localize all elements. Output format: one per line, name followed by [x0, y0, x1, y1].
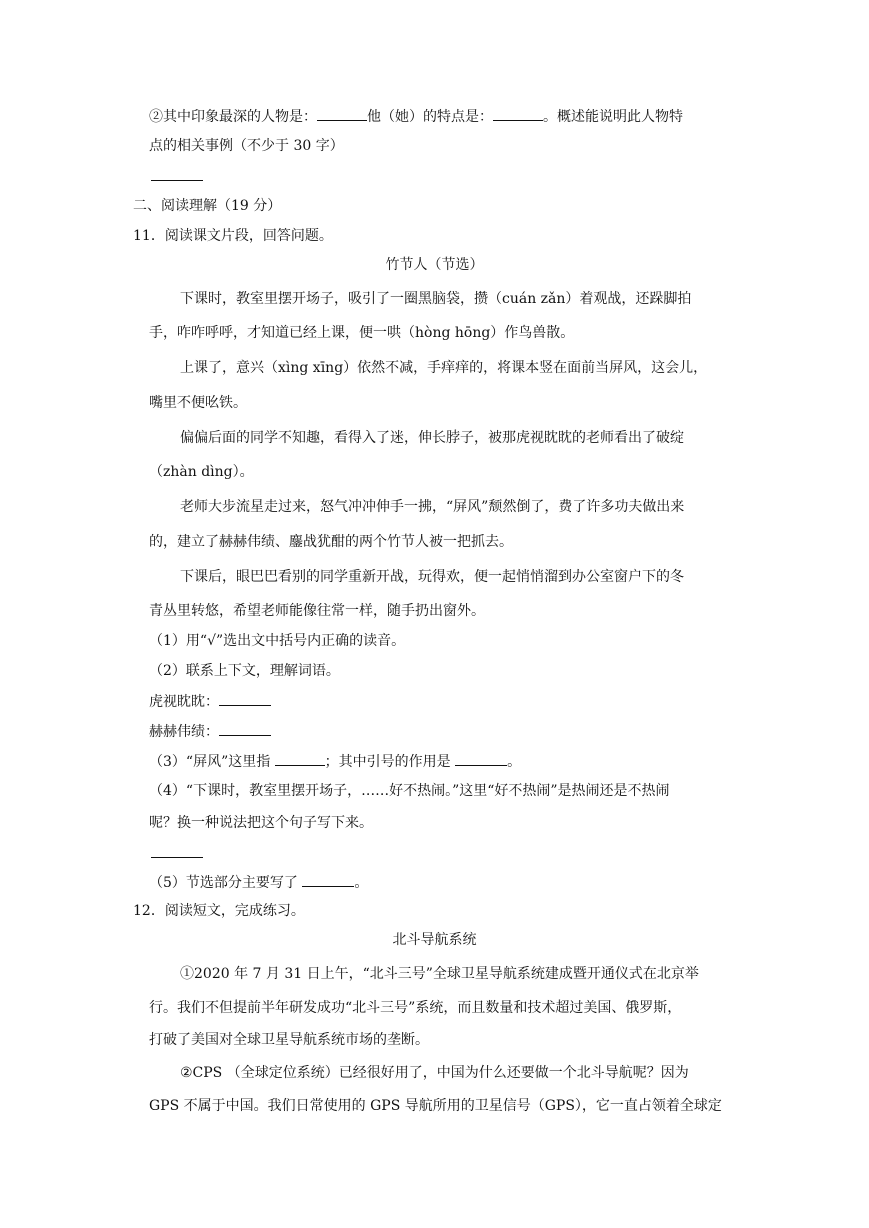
- q-text: 。: [354, 875, 369, 891]
- paragraph-line: 下课时，教室里摆开场子，吸引了一圈黑脑袋，攒（cuán zǎn）着观战，还跺脚拍: [180, 291, 692, 307]
- answer-blank[interactable]: [302, 872, 354, 887]
- passage-title: 北斗导航系统: [392, 932, 477, 948]
- sub-question-5: [149, 872, 368, 893]
- answer-blank[interactable]: [455, 751, 507, 766]
- word-label: 虎视眈眈：: [149, 694, 219, 710]
- paragraph-line: 下课后，眼巴巴看别的同学重新开战，玩得欢，便一起悄悄溜到办公室窗户下的冬: [180, 569, 684, 585]
- q12-prompt: 12．阅读短文，完成练习。: [133, 903, 305, 919]
- q-text: 。: [507, 754, 522, 770]
- sub-question-1: （1）用“√”选出文中括号内正确的读音。: [149, 633, 406, 649]
- answer-blank[interactable]: [275, 751, 325, 766]
- paragraph-line: 嘴里不便吆铁。: [149, 395, 247, 411]
- paragraph-line: 打破了美国对全球卫星导航系统市场的垄断。: [149, 1032, 429, 1048]
- word-label: 赫赫伟绩：: [149, 724, 219, 740]
- answer-blank[interactable]: [219, 721, 271, 736]
- sub-question-3: [149, 751, 521, 772]
- answer-line[interactable]: [151, 857, 203, 858]
- q11-prompt: 11．阅读课文片段，回答问题。: [133, 228, 333, 244]
- answer-blank[interactable]: [493, 106, 543, 121]
- paragraph-line: 的，建立了赫赫伟绩、鏖战犹酣的两个竹节人被一把抓去。: [149, 534, 513, 550]
- q-text: （3）“屏风”这里指: [149, 754, 275, 770]
- q-text: ；其中引号的作用是: [324, 754, 456, 770]
- q10-text-c: 。概述能说明此人物特: [543, 109, 683, 125]
- q-text: （5）节选部分主要写了: [149, 875, 303, 891]
- paragraph-line: ②CPS （全球定位系统）已经很好用了，中国为什么还要做一个北斗导航呢？因为: [180, 1065, 689, 1081]
- paragraph-line: 行。我们不但提前半年研发成功“北斗三号”系统，而且数量和技术超过美国、俄罗斯，: [149, 1000, 682, 1016]
- answer-blank[interactable]: [219, 691, 271, 706]
- q10-line-1: [149, 106, 683, 127]
- sub-question-4-line-1: （4）“下课时，教室里摆开场子，……好不热闹。”这里“好不热闹”是热闹还是不热闹: [149, 783, 670, 799]
- paragraph-line: 上课了，意兴（xìng xīng）依然不减，手痒痒的，将课本竖在面前当屏风，这会儿，: [180, 360, 708, 376]
- paragraph-line: ①2020 年 7 月 31 日上午，“北斗三号”全球卫星导航系统建成暨开通仪式在北京举: [180, 966, 699, 982]
- paragraph-line: 老师大步流星走过来，怒气冲冲伸手一拂，“屏风”颓然倒了，费了许多功夫做出来: [180, 499, 685, 515]
- q10-line-2: 点的相关事例（不少于 30 字）: [149, 138, 344, 154]
- paragraph-line: GPS 不属于中国。我们日常使用的 GPS 导航所用的卫星信号（GPS），它一直占领着全球定: [149, 1098, 722, 1114]
- word-item-2: [149, 721, 271, 742]
- passage-title: 竹节人（节选）: [385, 257, 484, 273]
- sub-question-2: （2）联系上下文，理解词语。: [149, 663, 340, 679]
- answer-line[interactable]: [151, 180, 203, 181]
- answer-blank[interactable]: [317, 106, 367, 121]
- section-heading: 二、阅读理解（19 分）: [133, 198, 282, 214]
- q10-text-a: ②其中印象最深的人物是：: [149, 109, 317, 125]
- sub-question-4-line-2: 呢？换一种说法把这个句子写下来。: [149, 815, 373, 831]
- q10-text-b: 他（她）的特点是：: [367, 109, 493, 125]
- paragraph-line: 青丛里转悠，希望老师能像往常一样，随手扔出窗外。: [149, 603, 485, 619]
- paragraph-line: 偏偏后面的同学不知趣，看得入了迷，伸长脖子，被那虎视眈眈的老师看出了破绽: [180, 430, 684, 446]
- paragraph-line: （zhàn dìng）。: [149, 464, 254, 480]
- paragraph-line: 手，咋咋呼呼，才知道已经上课，便一哄（hòng hōng）作鸟兽散。: [149, 325, 575, 341]
- word-item-1: [149, 691, 271, 712]
